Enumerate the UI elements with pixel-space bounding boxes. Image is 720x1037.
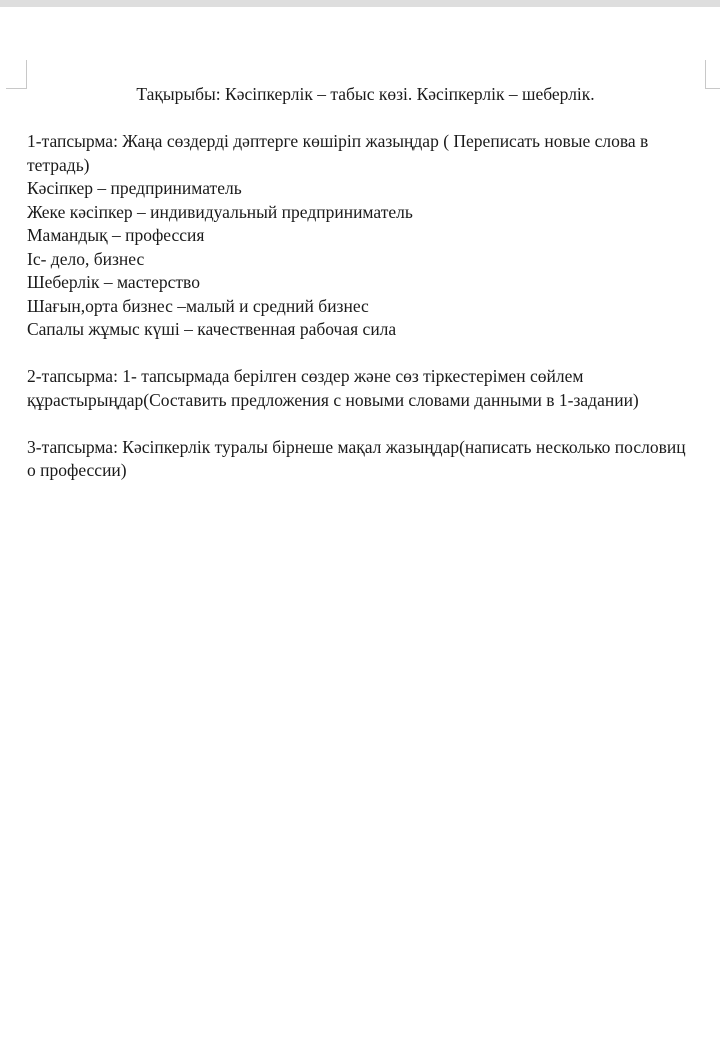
vocab-item: Шеберлік – мастерство xyxy=(27,272,200,292)
vocab-item: Іс- дело, бизнес xyxy=(27,248,145,269)
vocab-item: Жеке кәсіпкер – индивидуальный предприниматель xyxy=(27,201,413,222)
paragraph-gap xyxy=(27,412,697,436)
margin-corner-mark-left xyxy=(6,60,27,89)
viewer-top-bar xyxy=(0,0,720,7)
task-2-text: 2-тапсырма: 1- тапсырмада берілген сөздер және сөз тіркестерімен сөйлем құрастырыңдар(Составить предложения с новыми словами данными в 1-задании) xyxy=(27,366,639,410)
vocab-item: Мамандық – профессия xyxy=(27,225,205,245)
task-1-section xyxy=(27,130,697,342)
vocab-item: Шағын,орта бизнес –малый и средний бизнес xyxy=(27,295,369,316)
paragraph-gap xyxy=(27,342,697,366)
vocab-item: Кәсіпкер – предприниматель xyxy=(27,178,242,198)
document-body xyxy=(27,83,697,483)
document-title: Тақырыбы: Кәсіпкерлік – табыс көзі. Кәсіпкерлік – шеберлік. xyxy=(136,84,595,104)
task-3-section xyxy=(27,436,697,483)
task-3-text: 3-тапсырма: Кәсіпкерлік туралы бірнеше мақал жазыңдар(написать несколько пословиц о профессии) xyxy=(27,436,686,480)
margin-corner-mark-right xyxy=(705,60,720,89)
task-1-heading: 1-тапсырма: Жаңа сөздерді дәптерге көшіріп жазыңдар ( Переписать новые слова в тетрадь) xyxy=(27,131,649,175)
vocab-item: Сапалы жұмыс күші – качественная рабочая сила xyxy=(27,319,397,339)
task-2-section xyxy=(27,365,697,412)
